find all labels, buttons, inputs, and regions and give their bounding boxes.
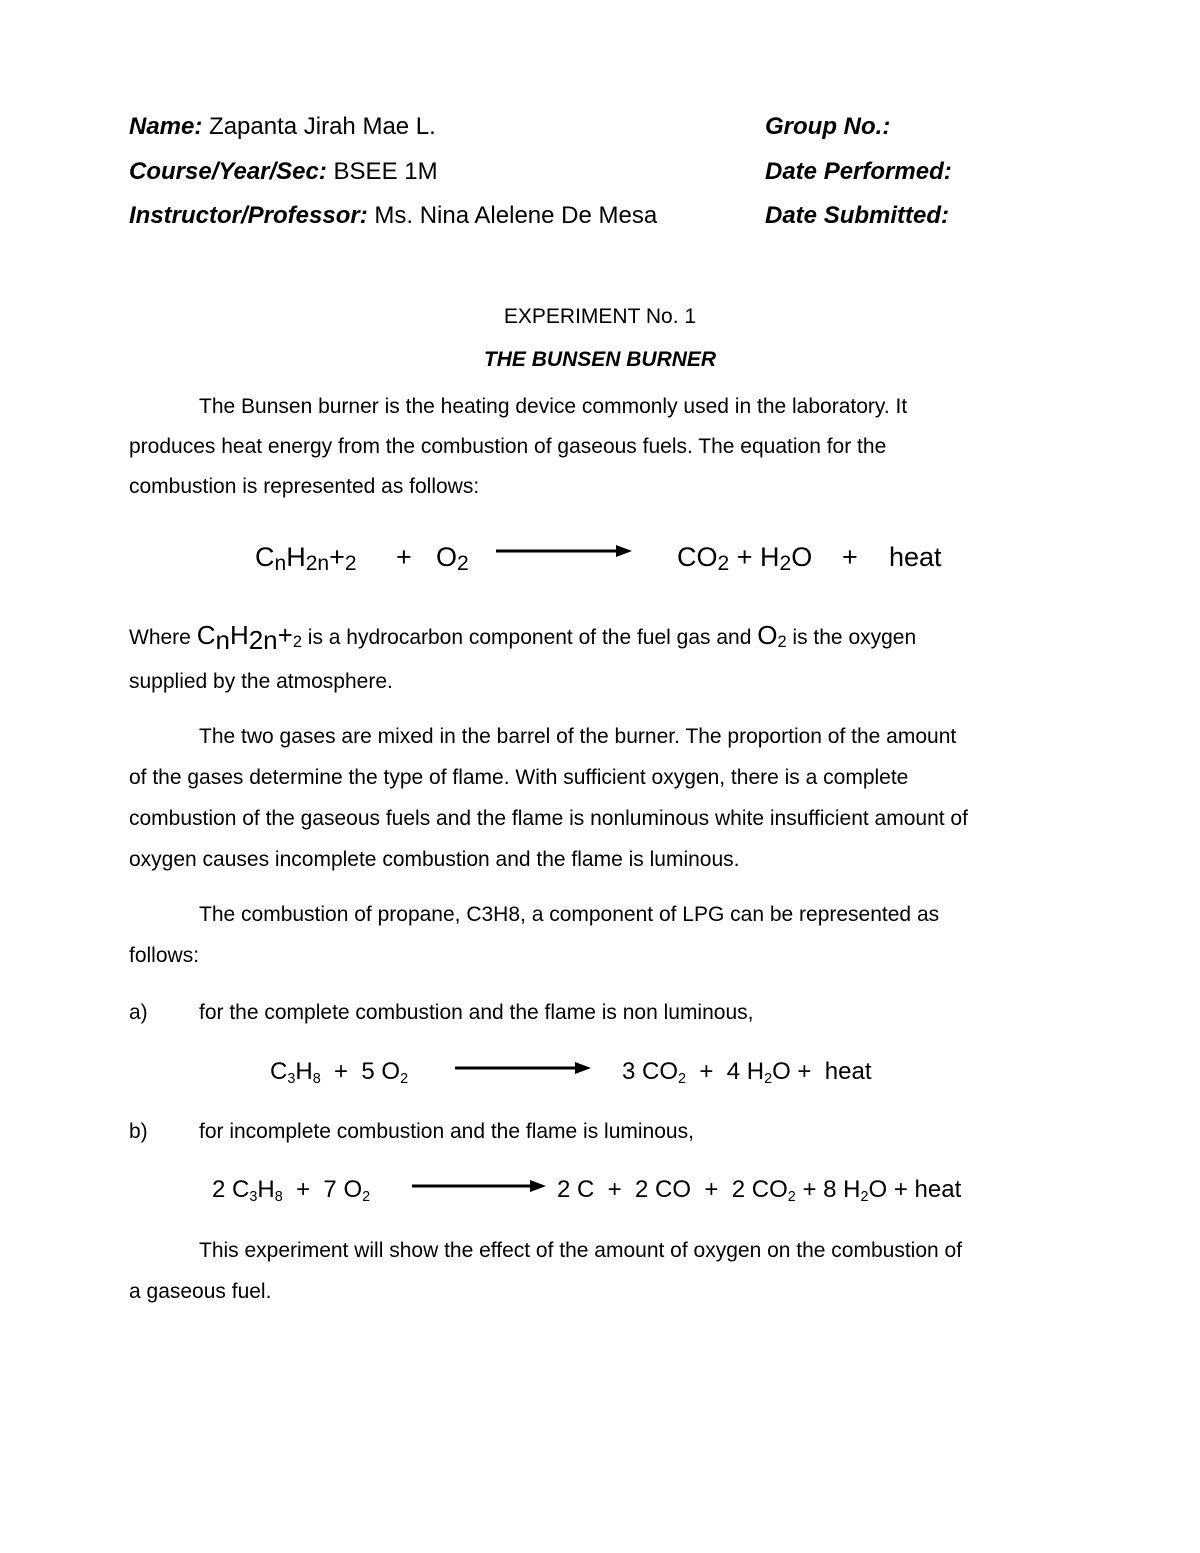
course-line xyxy=(129,157,438,187)
para2-line-4: oxygen causes incomplete combustion and the flame is luminous. xyxy=(129,848,740,871)
eq-o-sub: 2 xyxy=(457,551,469,575)
equation-b-lhs xyxy=(212,1173,370,1210)
where-line-2: supplied by the atmosphere. xyxy=(129,670,393,693)
general-equation-plus: + xyxy=(396,542,412,572)
instructor-line xyxy=(129,201,657,231)
general-equation-arrow xyxy=(496,543,636,559)
eqa-rhs-3: O + heat xyxy=(772,1058,872,1085)
eqb-lhs-1: 2 C xyxy=(212,1176,250,1203)
intro-line-1: The Bunsen burner is the heating device commonly used in the laboratory. It xyxy=(199,395,908,418)
eqa-c-sub: 3 xyxy=(287,1071,296,1088)
group-label: Group No.: xyxy=(765,113,891,140)
course-label: Course/Year/Sec: xyxy=(129,158,327,185)
equation-b-arrow xyxy=(412,1179,552,1195)
eq-n: n xyxy=(274,551,287,575)
eq-c: C xyxy=(255,542,275,572)
eqa-rhs-1-sub: 2 xyxy=(678,1071,687,1088)
eqa-lhs-rest: + 5 O xyxy=(320,1058,401,1085)
eqb-lhs-3-sub: 2 xyxy=(362,1189,371,1206)
experiment-subtitle: THE BUNSEN BURNER xyxy=(483,348,717,371)
closing-line-1: This experiment will show the effect of the amount of oxygen on the combustion of xyxy=(199,1239,963,1262)
where-2n: 2n xyxy=(248,624,278,655)
equation-a-arrow xyxy=(455,1061,595,1077)
item-a-text: for the complete combustion and the flame is non luminous, xyxy=(199,1001,754,1024)
eqa-o-sub: 2 xyxy=(400,1071,409,1088)
where-end: is the oxygen xyxy=(786,626,917,649)
eqa-rhs-2: + 4 H xyxy=(686,1058,765,1085)
where-c: C xyxy=(196,620,216,650)
where-mid: is a hydrocarbon component of the fuel gas and xyxy=(301,626,758,649)
item-b-text: for incomplete combustion and the flame is luminous, xyxy=(199,1120,694,1143)
where-prefix: Where xyxy=(129,626,197,649)
para2-line-1: The two gases are mixed in the barrel of the burner. The proportion of the amount xyxy=(199,725,957,748)
general-equation-heat: heat xyxy=(889,542,942,572)
where-o: O xyxy=(757,620,778,650)
general-equation-rhs xyxy=(677,537,812,580)
name-value: Zapanta Jirah Mae L. xyxy=(202,113,436,140)
para2-line-2: of the gases determine the type of flame. With sufficient oxygen, there is a complete xyxy=(129,766,909,789)
eqb-lhs-2: H xyxy=(257,1176,275,1203)
general-equation-plus-2: + xyxy=(842,542,858,572)
eqb-rhs-1: 2 C + 2 CO + 2 CO xyxy=(557,1176,788,1203)
date-submitted-label: Date Submitted: xyxy=(765,202,950,229)
para2-line-3: combustion of the gaseous fuels and the flame is nonluminous white insufficient amount of xyxy=(129,807,968,830)
experiment-title: EXPERIMENT No. 1 xyxy=(503,305,697,328)
para3-line-2: follows: xyxy=(129,944,200,967)
item-b-marker: b) xyxy=(129,1120,148,1143)
where-h: H xyxy=(229,620,249,650)
eq-o-end: O xyxy=(791,542,813,572)
eq-co: CO xyxy=(677,542,718,572)
eqa-rhs-2-sub: 2 xyxy=(764,1071,773,1088)
where-2: 2 xyxy=(292,632,302,651)
name-label: Name: xyxy=(129,113,203,140)
eqb-lhs-2-sub: 8 xyxy=(274,1189,283,1206)
eq-co-sub: 2 xyxy=(717,551,730,575)
eqb-rhs-3: O + heat xyxy=(868,1176,962,1203)
instructor-value: Ms. Nina Alelene De Mesa xyxy=(367,202,658,229)
eq-2n: 2n xyxy=(305,551,330,575)
eqa-c: C xyxy=(270,1058,288,1085)
eq-plus-2-prefix: + xyxy=(329,542,345,572)
where-n: n xyxy=(215,624,230,655)
equation-a-lhs xyxy=(270,1055,408,1092)
eq-plus-h: + H xyxy=(729,542,780,572)
equation-a-rhs xyxy=(622,1055,872,1092)
course-value: BSEE 1M xyxy=(326,158,438,185)
name-line xyxy=(129,112,436,142)
where-line-1 xyxy=(129,620,916,654)
eqb-rhs-2-sub: 2 xyxy=(860,1189,869,1206)
date-performed-label: Date Performed: xyxy=(765,158,952,185)
eq-h-sub: 2 xyxy=(779,551,792,575)
equation-b-rhs xyxy=(557,1173,961,1210)
eq-o: O xyxy=(436,542,458,572)
where-plus: + xyxy=(277,620,293,650)
eqa-rhs-1: 3 CO xyxy=(622,1058,679,1085)
eqb-rhs-1-sub: 2 xyxy=(787,1189,796,1206)
item-a-marker: a) xyxy=(129,1001,148,1024)
general-equation-o2 xyxy=(436,537,469,580)
instructor-label: Instructor/Professor: xyxy=(129,202,368,229)
eq-plus-2: 2 xyxy=(344,551,357,575)
para3-line-1: The combustion of propane, C3H8, a component of LPG can be represented as xyxy=(199,903,940,926)
eqb-rhs-2: + 8 H xyxy=(795,1176,861,1203)
eqb-lhs-1-sub: 3 xyxy=(249,1189,258,1206)
intro-line-2: produces heat energy from the combustion of gaseous fuels. The equation for the xyxy=(129,435,887,458)
eq-h: H xyxy=(286,542,306,572)
eqb-lhs-3: + 7 O xyxy=(282,1176,363,1203)
general-equation-lhs xyxy=(255,537,357,580)
intro-line-3: combustion is represented as follows: xyxy=(129,475,480,498)
where-o-sub: 2 xyxy=(777,632,787,651)
eqa-h-sub: 8 xyxy=(312,1071,321,1088)
closing-line-2: a gaseous fuel. xyxy=(129,1280,272,1303)
eqa-h: H xyxy=(295,1058,313,1085)
